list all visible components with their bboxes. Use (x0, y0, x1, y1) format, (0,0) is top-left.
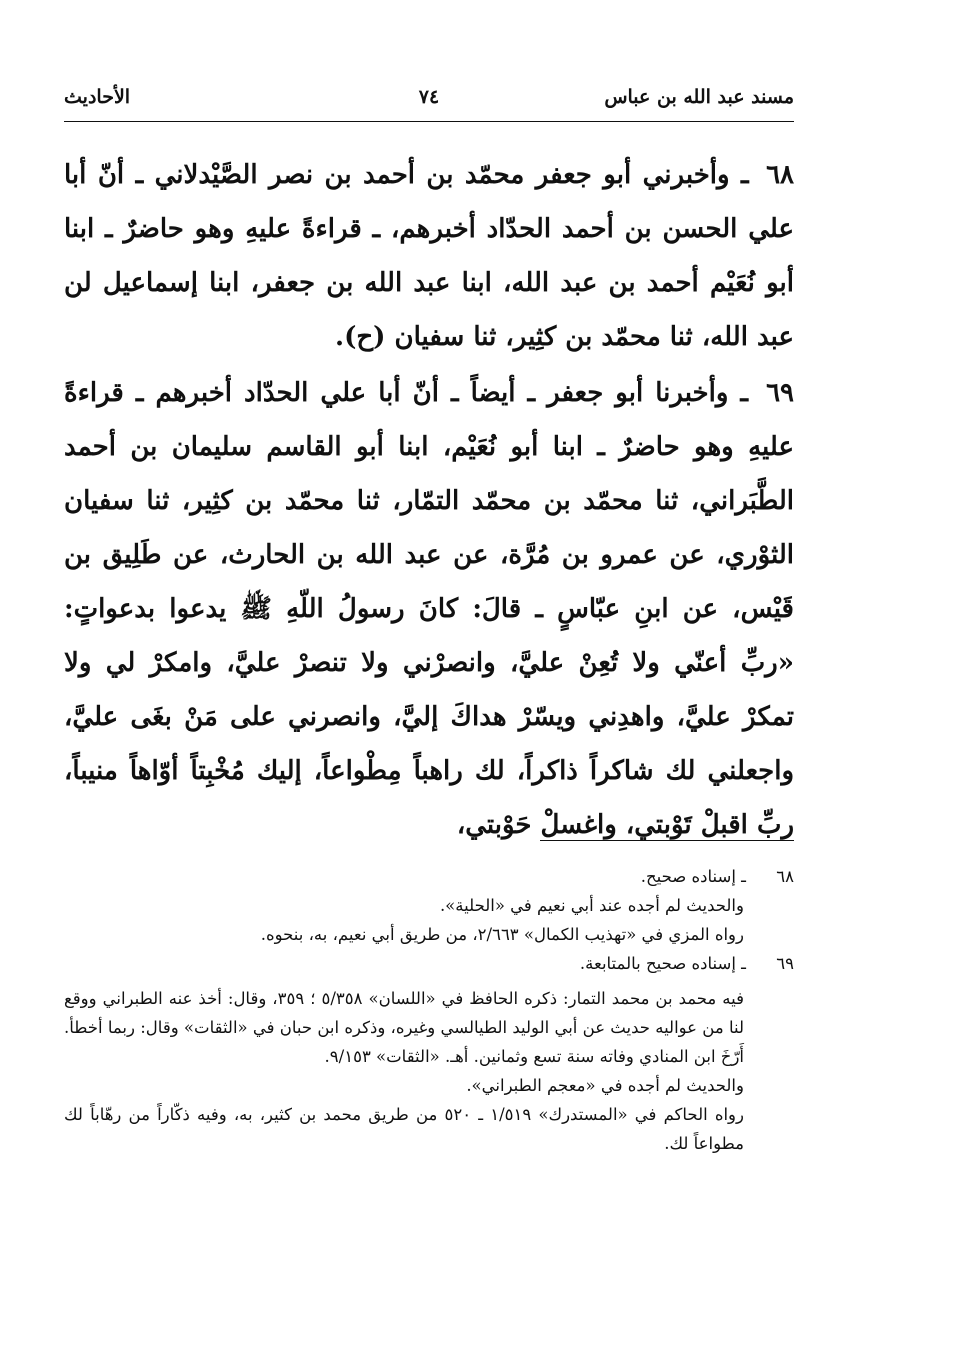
hadith-68 (64, 148, 794, 364)
footnote-line: والحديث لم أجده في «معجم الطبراني». (466, 1076, 744, 1095)
book-title: مسند عبد الله بن عباس (604, 86, 794, 108)
footnote-text: ـ إسناده صحيح بالمتابعة. (579, 954, 746, 973)
header-divider (64, 121, 794, 122)
footnote-line: فيه محمد بن محمد التمار: ذكره الحافظ في «اللسان» ٥/٣٥٨ ؛ ٣٥٩، وقال: أخذ عنه الطبراني ووقع لنا من عواليه حديث عن أبي الوليد الطيالسي وغيره، وذكره ابن حبان في «الثقات» وقال: ربما أخطأ. أَرّخَ ابن المنادي وفاته سنة تسع وثمانين. أهـ. «الثقات» ٩/١٥٣. (64, 989, 744, 1066)
running-header (64, 86, 794, 120)
footnote-line: رواه الحاكم في «المستدرك» ١/٥١٩ ـ ٥٢٠ من طريق محمد بن كثير، به، وفيه ذكّاراً من رهّاباً لك مطواعاً لك. (64, 1105, 744, 1153)
footnote-divider (540, 840, 794, 841)
hadith-69 (64, 366, 794, 852)
footnote-line: رواه المزي في «تهذيب الكمال» ٢/٦٦٣، من طريق أبي نعيم، به، بنحوه. (260, 925, 744, 944)
footnote-number: ٦٨ (776, 867, 794, 886)
footnote-number: ٦٩ (776, 954, 794, 973)
hadith-number: ٦٨ (766, 160, 794, 190)
footnote-text: ـ إسناده صحيح. (640, 867, 746, 886)
section-title: الأحاديث (64, 86, 131, 108)
hadith-number: ٦٩ (766, 378, 794, 408)
footnote-69 (64, 949, 794, 978)
page-number: ٧٤ (418, 86, 440, 108)
hadith-text: ـ وأخبرنا أبو جعفر ـ أيضاً ـ أنّ أبا علي الحدّاد أخبرهم ـ قراءةً عليهِ وهو حاضرٌ ـ ابنا أبو نُعَيْم، ابنا أبو القاسم سليمان بن أحمد الطَّبَراني، ثنا محمّد بن محمّد التمّار، ثنا محمّد بن كثِير، ثنا سفيان الثوْري، عن عمرو بن مُرَّة، عن عبد الله بن الحارث، عن طَلِيق بن قَيْس، عن ابنِ عبّاسٍ ـ قالَ: كانَ رسولُ اللّهِ ﷺ يدعوا بدعواتٍ: «ربِّ أعنّي ولا تُعِنْ عليَّ، وانصرْني ولا تنصرْ عليَّ، وامكرْ لي ولا تمكرْ عليَّ، واهدِني ويسّرْ هداكَ إليَّ، وانصرني على مَنْ بغَى عليَّ، واجعلني لك شاكراً ذاكراً، لك راهباً مِطْواعاً، إليك مُخْبِتاً أوّاهاً منيباً، ربِّ اقبلْ تَوْبتي، واغسلْ حَوْبتي، (64, 378, 794, 840)
hadith-text: ـ وأخبرني أبو جعفر محمّد بن أحمد بن نصر الصَّيْدلاني ـ أنّ أبا علي الحسن بن أحمد الحدّاد أخبرهم، ـ قراءةً عليهِ وهو حاضرٌ ـ ابنا أبو نُعَيْم أحمد بن عبد الله، ابنا عبد الله بن جعفر، ابنا إسماعيل لن عبد الله، ثنا محمّد بن كثِير، ثنا سفيان (ح). (64, 160, 794, 352)
main-text (64, 148, 794, 854)
footnotes (64, 862, 794, 1158)
footnote-line: والحديث لم أجده عند أبي نعيم في «الحلية». (439, 896, 744, 915)
footnote-68 (64, 862, 794, 891)
